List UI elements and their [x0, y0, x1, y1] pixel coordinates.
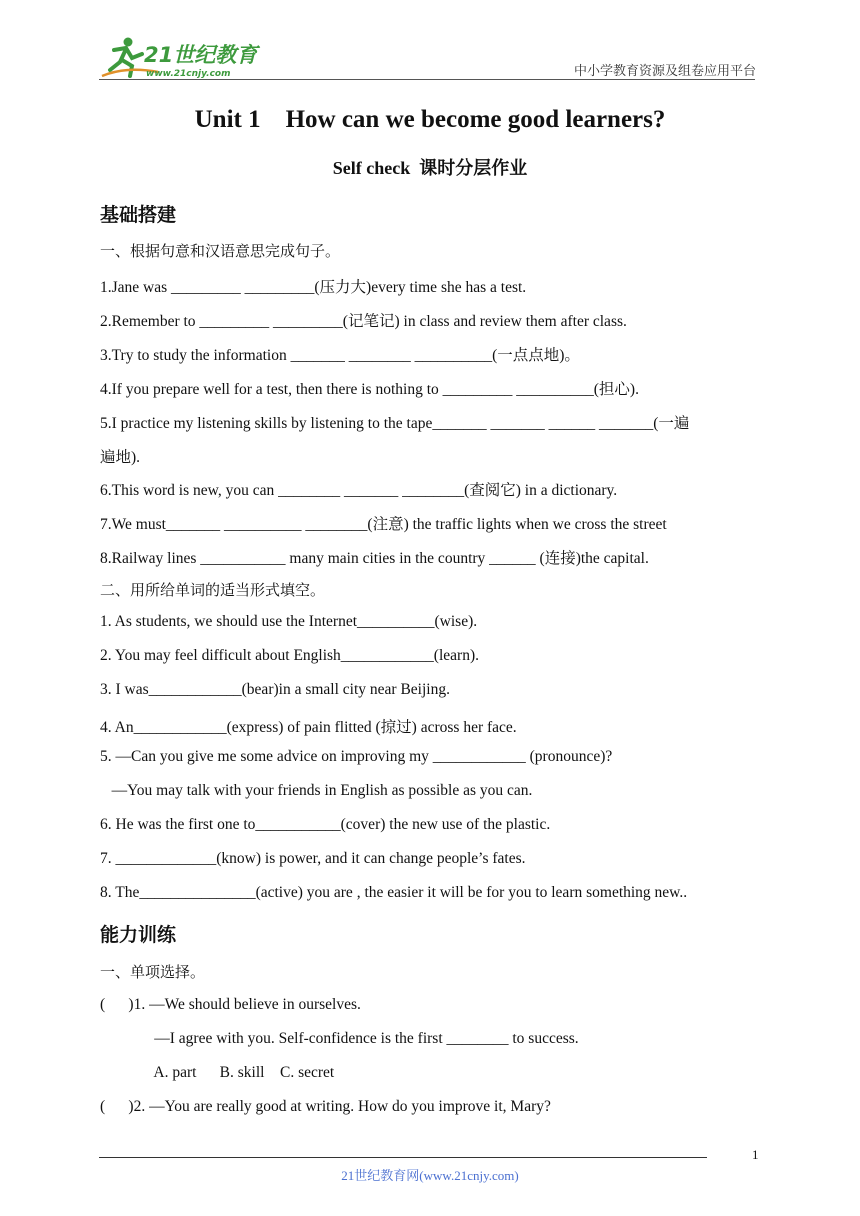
page-subtitle: Self check 课时分层作业	[332, 158, 528, 178]
choice-question: ( )2. —You are really good at writing. How do you improve it, Mary?	[100, 1098, 551, 1115]
exercise-item: 2.Remember to _________ _________(记笔记) in class and review them after class.	[100, 313, 627, 330]
exercise-item-continued: 遍地).	[100, 449, 141, 466]
exercise-item: 6.This word is new, you can ________ _______ ________(查阅它) in a dictionary.	[100, 482, 618, 499]
exercise-item: 4.If you prepare well for a test, then there is nothing to _________ __________(担心).	[100, 381, 639, 398]
exercise-item: 1.Jane was _________ _________(压力大)every time she has a test.	[100, 279, 527, 296]
exercise-item: 3. I was____________(bear)in a small city near Beijing.	[100, 681, 450, 698]
svg-text:www.21cnjy.com: www.21cnjy.com	[146, 69, 231, 79]
page-number: 1	[752, 1147, 759, 1162]
logo	[96, 36, 266, 80]
choice-question-line: —I agree with you. Self-confidence is the first ________ to success.	[100, 1030, 579, 1047]
exercise-item: 7.We must_______ __________ ________(注意) the traffic lights when we cross the street	[100, 516, 667, 533]
exercise-item: 5. —Can you give me some advice on improving my ____________ (pronounce)?	[100, 748, 613, 765]
exercise-item: 7. _____________(know) is power, and it can change people’s fates.	[100, 850, 526, 867]
exercise-item: 8. The_______________(active) you are , the easier it will be for you to learn something new..	[100, 884, 688, 901]
part-title: 一、单项选择。	[100, 963, 206, 981]
choice-question: ( )1. —We should believe in ourselves.	[100, 996, 361, 1013]
page-title: Unit 1 How can we become good learners?	[194, 106, 666, 133]
exercise-item: 2. You may feel difficult about English____________(learn).	[100, 647, 479, 664]
exercise-item: 6. He was the first one to___________(cover) the new use of the plastic.	[100, 816, 551, 833]
choice-options: A. part B. skill C. secret	[100, 1064, 335, 1081]
section-heading-ability: 能力训练	[100, 924, 177, 946]
part-title: 二、用所给单词的适当形式填空。	[100, 581, 326, 599]
svg-text:21世纪教育: 21世纪教育	[144, 43, 258, 67]
runner-logo-icon	[96, 36, 266, 80]
header-right-text: 中小学教育资源及组卷应用平台	[573, 64, 756, 79]
exercise-item: 1. As students, we should use the Internet__________(wise).	[100, 613, 478, 630]
exercise-item: 4. An____________(express) of pain flitted (掠过) across her face.	[100, 719, 517, 736]
footer-site-link[interactable]: 21世纪教育网(www.21cnjy.com)	[341, 1168, 519, 1183]
part-title: 一、根据句意和汉语意思完成句子。	[100, 242, 341, 260]
exercise-item-continued: —You may talk with your friends in English as possible as you can.	[100, 782, 533, 799]
exercise-item: 3.Try to study the information _______ ________ __________(一点点地)。	[100, 347, 580, 364]
exercise-item: 8.Railway lines ___________ many main cities in the country ______ (连接)the capital.	[100, 550, 649, 567]
page-header	[0, 0, 860, 90]
header-divider	[99, 79, 755, 80]
footer-divider	[99, 1157, 707, 1158]
section-heading-basic: 基础搭建	[100, 204, 177, 226]
exercise-item: 5.I practice my listening skills by listening to the tape_______ _______ ______ _______(一遍	[100, 415, 690, 432]
